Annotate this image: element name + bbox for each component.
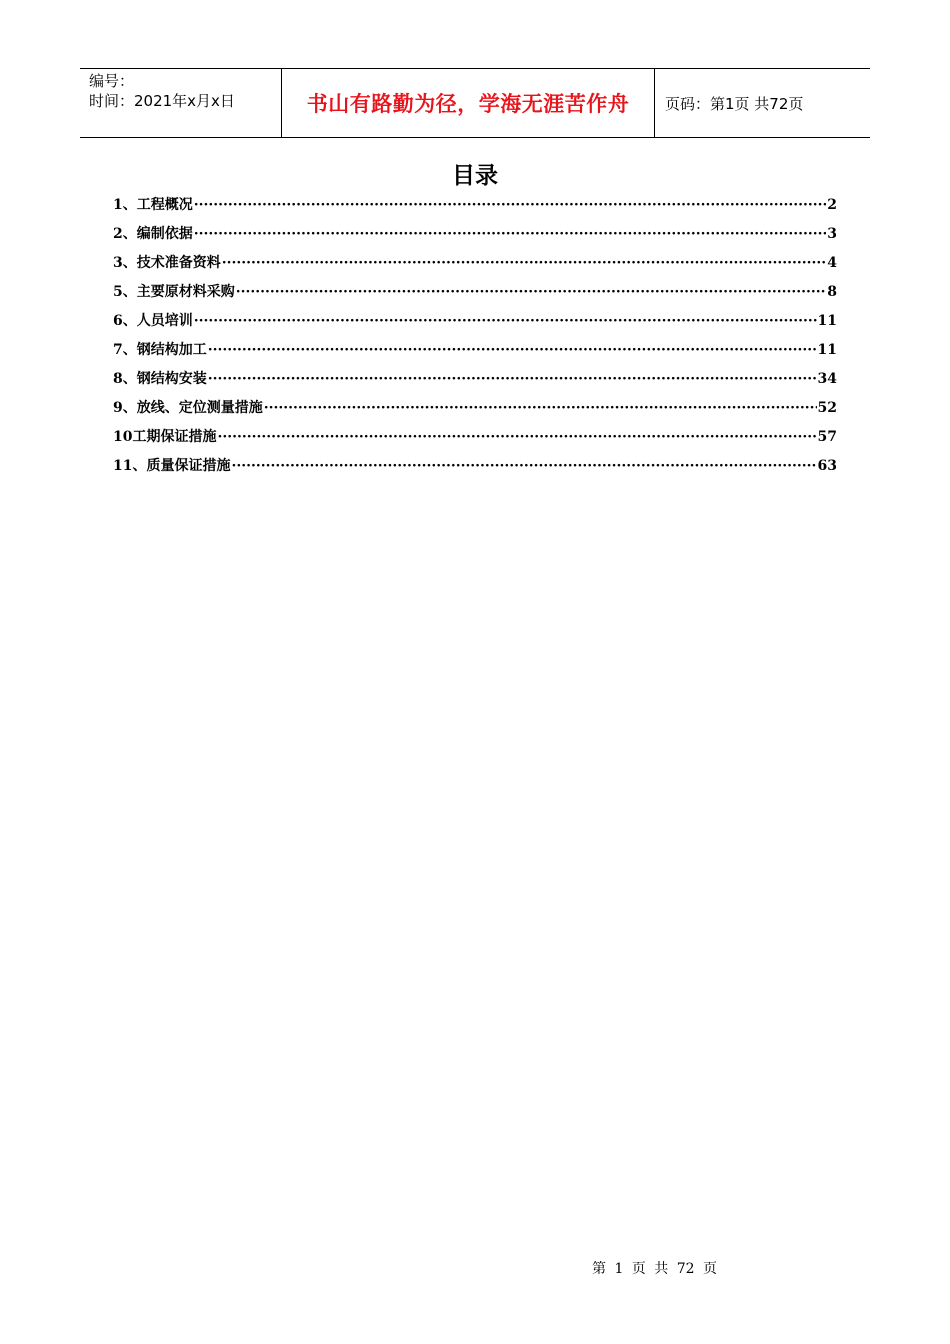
toc-entry-page: 3 bbox=[827, 226, 837, 242]
toc-entry-label: 11、质量保证措施 bbox=[113, 458, 231, 474]
toc-entry-label: 3、技术准备资料 bbox=[113, 255, 221, 271]
document-date-label: 时间：2021年x月x日 bbox=[89, 92, 235, 110]
toc-entry-label: 8、钢结构安装 bbox=[113, 371, 207, 387]
header-meta bbox=[80, 69, 281, 137]
toc-entry-label: 5、主要原材料采购 bbox=[113, 284, 235, 300]
toc-entry-page: 34 bbox=[817, 371, 837, 387]
toc-entry-label: 9、放线、定位测量措施 bbox=[113, 400, 263, 416]
toc-entry[interactable] bbox=[113, 194, 837, 223]
toc-entry[interactable] bbox=[113, 339, 837, 368]
toc-entry[interactable] bbox=[113, 368, 837, 397]
toc-leader-dots bbox=[231, 458, 816, 474]
toc-leader-dots bbox=[222, 255, 827, 271]
toc-entry-page: 11 bbox=[817, 313, 837, 329]
toc-leader-dots bbox=[264, 400, 817, 416]
toc-entry-page: 11 bbox=[817, 342, 837, 358]
toc-title: 目录 bbox=[452, 163, 498, 189]
toc-entry-page: 52 bbox=[817, 400, 837, 416]
toc-leader-dots bbox=[217, 429, 816, 445]
toc-entry[interactable] bbox=[113, 455, 837, 484]
table-of-contents bbox=[113, 194, 837, 484]
toc-entry-label: 2、编制依据 bbox=[113, 226, 193, 242]
toc-entry-page: 63 bbox=[817, 458, 837, 474]
toc-leader-dots bbox=[194, 226, 827, 242]
toc-leader-dots bbox=[208, 342, 817, 358]
toc-entry[interactable] bbox=[113, 281, 837, 310]
toc-entry-page: 8 bbox=[827, 284, 837, 300]
toc-entry-label: 6、人员培训 bbox=[113, 313, 193, 329]
toc-leader-dots bbox=[194, 197, 827, 213]
toc-entry[interactable] bbox=[113, 426, 837, 455]
toc-entry-page: 2 bbox=[827, 197, 837, 213]
toc-entry-label: 10工期保证措施 bbox=[113, 429, 217, 445]
toc-entry-label: 1、工程概况 bbox=[113, 197, 193, 213]
toc-entry[interactable] bbox=[113, 252, 837, 281]
toc-entry[interactable] bbox=[113, 223, 837, 252]
header-page-info: 页码：第1页 共72页 bbox=[665, 94, 804, 113]
toc-leader-dots bbox=[208, 371, 817, 387]
page-footer: 第 1 页 共 72 页 bbox=[592, 1261, 717, 1277]
toc-leader-dots bbox=[194, 313, 817, 329]
toc-entry-page: 57 bbox=[817, 429, 837, 445]
toc-leader-dots bbox=[236, 284, 827, 300]
toc-entry[interactable] bbox=[113, 397, 837, 426]
page-header bbox=[80, 68, 870, 138]
toc-entry-label: 7、钢结构加工 bbox=[113, 342, 207, 358]
toc-entry-page: 4 bbox=[827, 255, 837, 271]
toc-entry[interactable] bbox=[113, 310, 837, 339]
document-number-label: 编号： bbox=[89, 72, 135, 90]
header-motto: 书山有路勤为径，学海无涯苦作舟 bbox=[281, 69, 655, 137]
